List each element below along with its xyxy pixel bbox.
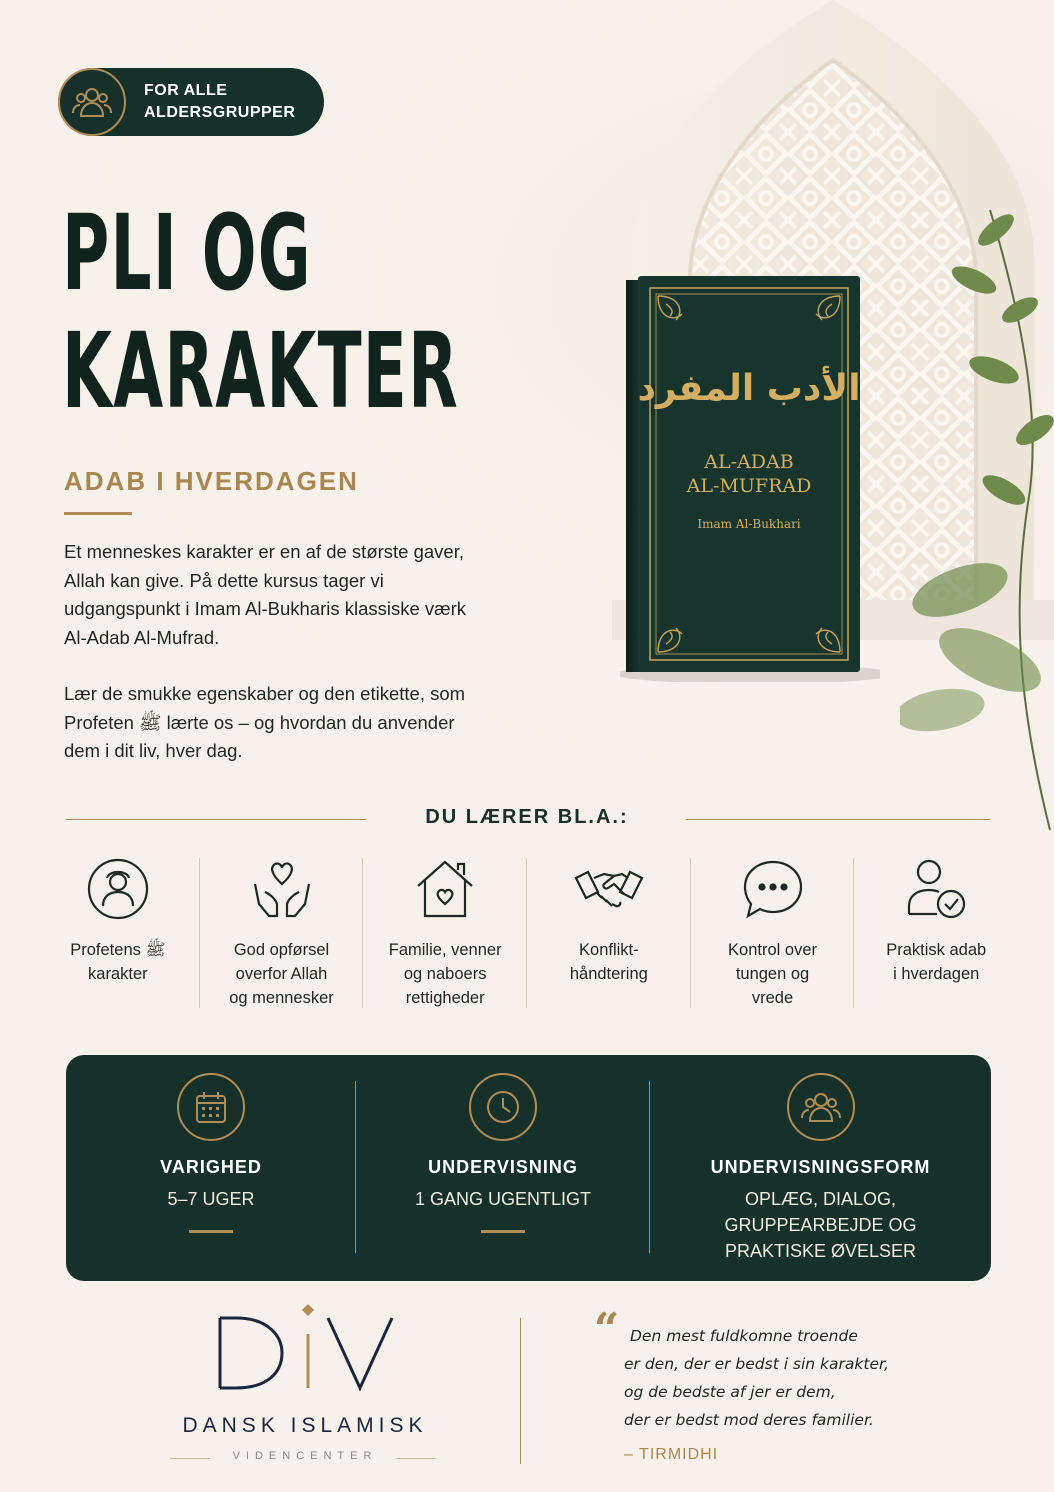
plant-illustration	[900, 190, 1054, 830]
info-duration	[66, 1055, 356, 1281]
info-label: UNDERVISNINGSFORM	[710, 1157, 931, 1177]
learn-item-tongue-control	[691, 854, 855, 1014]
logo-subtitle: VIDENCENTER	[232, 1450, 378, 1462]
learn-item-label: Praktisk adab i hverdagen	[886, 941, 987, 983]
info-value: 5–7 UGER	[167, 1189, 255, 1209]
group-icon	[58, 68, 126, 136]
div-logo	[160, 1296, 450, 1476]
subtitle-divider	[64, 512, 132, 515]
book-arabic-title: الأدب المفرد	[637, 368, 861, 409]
calendar-icon	[177, 1073, 245, 1141]
learn-item-prophet-character	[36, 854, 200, 1014]
book-cover-illustration	[620, 272, 880, 682]
subtitle: ADAB I HVERDAGEN	[64, 466, 359, 496]
info-label: UNDERVISNING	[428, 1157, 578, 1177]
person-check-icon	[901, 854, 971, 924]
clock-icon	[469, 1073, 537, 1141]
learn-list	[36, 854, 1018, 1014]
info-value: 1 GANG UGENTLIGT	[414, 1189, 592, 1209]
learn-item-label: God opførsel overfor Allah og mennesker	[229, 941, 334, 1007]
learn-heading: DU LÆRER BL.A.:	[425, 806, 629, 828]
page-title: PLI OG KARAKTER	[62, 192, 459, 432]
badge-label: FOR ALLE ALDERSGRUPPER	[144, 82, 296, 121]
course-info-panel	[66, 1055, 991, 1281]
info-teaching	[356, 1055, 650, 1281]
learn-item-label: Familie, venner og naboers rettigheder	[388, 941, 502, 1007]
learn-item-label: Kontrol over tungen og vrede	[728, 941, 817, 1007]
info-teaching-form	[650, 1055, 991, 1281]
learn-item-good-conduct	[200, 854, 364, 1014]
age-group-badge	[58, 68, 324, 136]
info-divider	[481, 1230, 525, 1233]
heart-hands-icon	[247, 854, 317, 924]
person-circle-icon	[83, 854, 153, 924]
intro-paragraph-1: Et menneskes karakter er en af de største gaver, Allah kan give. På dette kursus tager vi udgangspunkt i Imam Al-Bukharis klassiske værk Al-Adab Al-Mufrad.	[64, 541, 467, 648]
intro-paragraph-2: Lær de smukke egenskaber og den etikette, som Profeten ﷺ lærte os – og hvordan du anvender dem i dit liv, hver dag.	[64, 683, 466, 761]
quote-mark-icon: “	[594, 1304, 620, 1355]
hadith-quote: Den mest fuldkomne troende er den, der er bedst i sin karakter, og de bedste af jer er dem, der er bedst mod deres familier.	[624, 1327, 889, 1429]
intro-text	[64, 538, 484, 794]
learn-item-conflict	[527, 854, 691, 1014]
handshake-icon	[574, 854, 644, 924]
quote-source: – TIRMIDHI	[624, 1446, 719, 1463]
info-divider	[189, 1230, 233, 1233]
book-title-line-1: AL-ADAB	[704, 451, 794, 473]
speech-bubble-icon	[738, 854, 808, 924]
group-icon	[787, 1073, 855, 1141]
learn-item-label: Konflikt- håndtering	[569, 941, 648, 983]
info-value: OPLÆG, DIALOG, GRUPPEARBEJDE OG PRAKTISKE ØVELSER	[724, 1189, 917, 1261]
learn-item-label: Profetens ﷺ karakter	[70, 941, 166, 983]
book-title-line-2: AL-MUFRAD	[686, 475, 812, 497]
footer-divider	[520, 1318, 521, 1464]
learn-item-practical-adab	[854, 854, 1018, 1014]
learn-item-family-rights	[363, 854, 527, 1014]
book-author: Imam Al-Bukhari	[697, 517, 801, 531]
info-label: VARIGHED	[160, 1157, 262, 1177]
house-heart-icon	[410, 854, 480, 924]
logo-name: DANSK ISLAMISK	[182, 1414, 428, 1437]
